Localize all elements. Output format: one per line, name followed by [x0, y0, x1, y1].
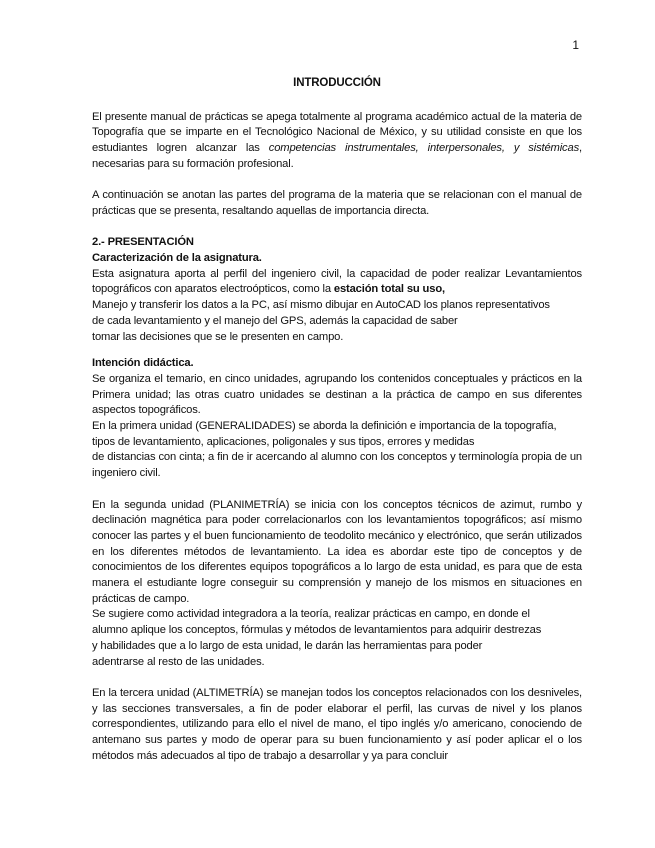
intro-paragraph-2: A continuación se anotan las partes del programa de la materia que se relacionan con el manual de prácticas que se presenta, resaltando aquellas de importancia directa. [92, 189, 582, 217]
presentation-line-3: de cada levantamiento y el manejo del GPS, además la capacidad de saber [92, 314, 458, 327]
presentation-line-2: Manejo y transferir los datos a la PC, así mismo dibujar en AutoCAD los planos representativos [92, 299, 550, 312]
page-number: 1 [572, 38, 579, 52]
didactic-p2-line-2: tipos de levantamiento, aplicaciones, poligonales y sus tipos, errores y medidas [92, 435, 475, 448]
didactic-p4-line-2: alumno aplique los conceptos, fórmulas y métodos de levantamientos para adquirir destrezas [92, 624, 542, 637]
presentation-heading: 2.- PRESENTACIÓN [92, 236, 194, 249]
intro-paragraph-1 [92, 110, 582, 173]
didactic-p4-line-1: Se sugiere como actividad integradora a la teoría, realizar prácticas en campo, en donde el [92, 608, 530, 621]
didactic-heading: Intención didáctica. [92, 357, 194, 370]
didactic-p4-line-4: adentrarse al resto de las unidades. [92, 655, 265, 668]
presentation-highlight: estación total su uso, [333, 283, 445, 296]
document-body [92, 76, 582, 764]
intro-text-end: , necesarias para su formación profesional. [92, 142, 582, 170]
spacer [92, 220, 582, 236]
didactic-p2-line-1: En la primera unidad (GENERALIDADES) se aborda la definición e importancia de la topografía, [92, 420, 557, 433]
presentation-paragraph [92, 267, 582, 298]
didactic-p2-rest: de distancias con cinta; a fin de ir acercando al alumno con los conceptos y terminología propia de un ingeniero civil. [92, 451, 582, 480]
didactic-p4-line-3: y habilidades que a lo largo de esta unidad, le darán las herramientas para poder [92, 639, 483, 652]
presentation-subheading: Caracterización de la asignatura. [92, 252, 262, 264]
intro-text-start: El presente manual de prácticas se apega totalmente al programa académico actual de la materia de Topografía que se imparte en el Tecnológico Nacional de México, y su utilidad consiste en que los estudiantes logren alcanzar las [92, 110, 582, 155]
didactic-paragraph-5: En la tercera unidad (ALTIMETRÍA) se manejan todos los conceptos relacionados con los desniveles, y las secciones transversales, a fin de poder elaborar el perfil, las curvas de nivel y los planos correspondientes, utilizando para ello el nivel de mano, el tipo inglés y/o americano, conociendo de antemano sus partes y modo de operar para su buen funcionamiento y así poder aplicar el o los métodos más adecuados al tipo de trabajo a desarrollar y ya para concluir [92, 686, 582, 762]
didactic-paragraph-3: En la segunda unidad (PLANIMETRÍA) se inicia con los conceptos técnicos de azimut, rumbo y declinación magnética para poder correlacionarlos con los levantamientos topográficos; así mismo conocer las partes y el buen funcionamiento de teodolito mecánico y electrónico, que serán utilizados en los diferentes métodos de levantamiento. La idea es abordar este tipo de conceptos y de conocimientos de los diferentes equipos topográficos a lo largo de esta unidad, es para que de esta manera el estudiante logre conseguir su comprensión y manejo de los mismos en situaciones en prácticas de campo. [92, 498, 582, 605]
presentation-line-4: tomar las decisiones que se le presenten en campo. [92, 330, 344, 343]
spacer [92, 173, 582, 189]
spacer [92, 482, 582, 498]
page-title: INTRODUCCIÓN [293, 77, 381, 89]
didactic-paragraph-1: Se organiza el temario, en cinco unidades, agrupando los contenidos conceptuales y prácticos en la Primera unidad; las otras cuatro unidades se destinan a la práctica de campo en sus diferentes aspectos topográficos. [92, 372, 582, 417]
spacer [92, 345, 582, 356]
presentation-text-start: Esta asignatura aporta al perfil del ingeniero civil, la capacidad de poder realizar Levantamientos topográficos con aparatos electroópticos, como la [92, 267, 582, 296]
intro-competencias: competencias instrumentales, interpersonales, y sistémicas [268, 142, 580, 155]
spacer [92, 670, 582, 686]
